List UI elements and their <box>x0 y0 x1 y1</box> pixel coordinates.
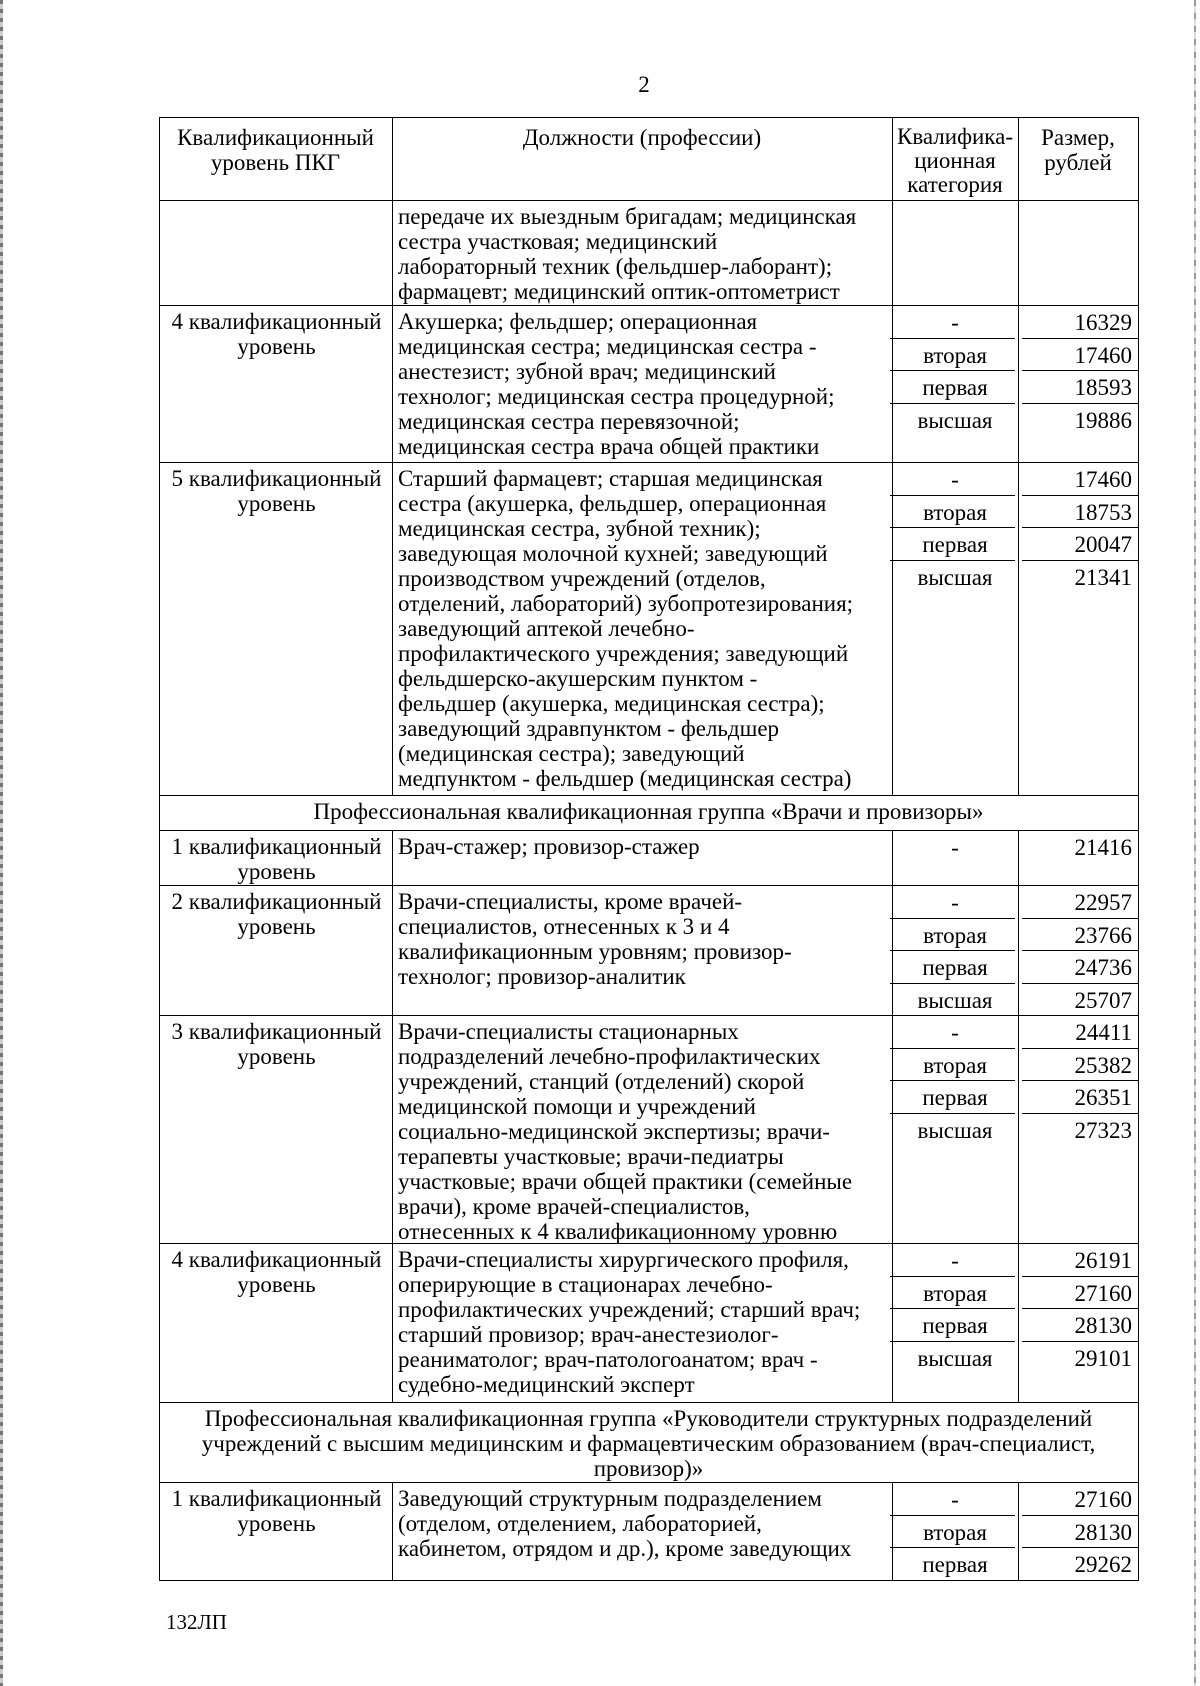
table-rule <box>1138 200 1139 305</box>
salary-cell: 27160 <box>1074 1280 1132 1306</box>
category-cell: высшая <box>917 407 993 433</box>
category-cell: - <box>951 310 959 335</box>
table-rule <box>1018 305 1019 462</box>
row-bottom-rule <box>159 1015 1139 1016</box>
salary-sub-rule <box>1022 950 1139 951</box>
category-sub-rule <box>890 1341 1015 1342</box>
category-cell: высшая <box>917 1345 993 1371</box>
salary-sub-rule <box>1022 1113 1139 1114</box>
table-rule <box>1018 200 1019 305</box>
positions-text-line: (медицинская сестра); заведующий <box>398 741 745 766</box>
category-cell: первая <box>922 375 988 400</box>
qualification-level-line: уровень <box>237 334 316 359</box>
positions-text-line: Заведующий структурным подразделением <box>398 1486 822 1511</box>
positions-text-line: фельдшер (акушерка, медицинская сестра); <box>398 691 825 716</box>
salary-cell: 21416 <box>1074 835 1132 860</box>
positions-text-line: Врачи-специалисты, кроме врачей- <box>398 889 743 914</box>
salary-cell: 27160 <box>1074 1487 1132 1512</box>
salary-sub-rule <box>1022 370 1139 371</box>
salary-cell: 18753 <box>1074 499 1132 525</box>
positions-text-line: профилактического учреждения; заведующий <box>398 641 849 666</box>
positions-text-line: учреждений, станций (отделений) скорой <box>398 1069 805 1094</box>
table-rule <box>1018 117 1019 200</box>
table-rule <box>892 200 893 305</box>
table-rule <box>1138 462 1139 795</box>
salary-cell: 17460 <box>1074 342 1132 368</box>
positions-text <box>398 204 888 304</box>
salary-sub-rule <box>1022 1308 1139 1309</box>
positions-text-line: фармацевт; медицинский оптик-оптометрист <box>398 279 840 304</box>
table-rule <box>1138 305 1139 462</box>
category-cell: вторая <box>923 499 987 525</box>
header-level <box>161 125 390 175</box>
salary-cell: 28130 <box>1074 1313 1132 1338</box>
category-cell: первая <box>922 1313 988 1338</box>
category-sub-rule <box>890 495 1015 496</box>
positions-text-line: заведующий здравпунктом - фельдшер <box>398 716 780 741</box>
qualification-level <box>161 309 392 359</box>
positions-text <box>398 1019 888 1244</box>
salary-sub-rule <box>1022 1276 1139 1277</box>
positions-text-line: врачи), кроме врачей-специалистов, <box>398 1194 750 1219</box>
qualification-level-line: 2 квалификационный <box>171 889 382 914</box>
category-cell: - <box>951 1248 959 1273</box>
qualification-level-line: 4 квалификационный <box>171 309 382 334</box>
qualification-level-line: 4 квалификационный <box>171 1247 382 1272</box>
positions-text-line: технолог; провизор-аналитик <box>398 964 686 989</box>
category-cell: вторая <box>923 1280 987 1306</box>
table-rule <box>159 1482 160 1580</box>
header-salary <box>1020 125 1136 175</box>
group-title-line: учреждений с высшим медицинским и фармацевтическим образованием (врач-специалист, <box>201 1431 1096 1456</box>
header-category-line: категория <box>907 172 1003 197</box>
salary-cell: 20047 <box>1074 532 1132 557</box>
salary-sub-rule <box>1022 495 1139 496</box>
category-cell: высшая <box>917 564 993 590</box>
salary-sub-rule <box>1022 1080 1139 1081</box>
positions-text-line: заведующая молочной кухней; заведующий <box>398 541 828 566</box>
table-rule <box>159 1243 160 1402</box>
table-rule <box>1138 1482 1139 1580</box>
qualification-level-line: уровень <box>237 1272 316 1297</box>
category-sub-rule <box>890 1515 1015 1516</box>
category-sub-rule <box>890 1308 1015 1309</box>
salary-sub-rule <box>1022 527 1139 528</box>
category-sub-rule <box>890 1048 1015 1049</box>
qualification-level-line: 1 квалификационный <box>171 1486 382 1511</box>
positions-text-line: профилактических учреждений; старший врач; <box>398 1297 861 1322</box>
positions-text <box>398 1247 888 1397</box>
table-rule <box>159 305 160 462</box>
positions-text-line: технолог; медицинская сестра процедурной; <box>398 384 835 409</box>
table-rule <box>159 1402 160 1482</box>
positions-text-line: анестезист; зубной врач; медицинский <box>398 359 776 384</box>
category-cell: - <box>951 835 959 860</box>
category-cell: первая <box>922 532 988 557</box>
page-number: 2 <box>638 72 650 97</box>
table-rule <box>392 117 393 200</box>
positions-text-line: фельдшерско-акушерским пунктом - <box>398 666 758 691</box>
category-sub-rule <box>890 1276 1015 1277</box>
category-cell: вторая <box>923 922 987 948</box>
salary-cell: 23766 <box>1074 922 1132 948</box>
category-cell: первая <box>922 955 988 980</box>
category-cell: первая <box>922 1552 988 1577</box>
table-rule <box>159 885 160 1015</box>
table-rule <box>392 462 393 795</box>
positions-text <box>398 309 888 459</box>
positions-text-line: кабинетом, отрядом и др.), кроме заведующих <box>398 1536 852 1561</box>
category-cell: - <box>951 890 959 915</box>
positions-text-line: медицинская сестра, зубной техник); <box>398 516 761 541</box>
positions-text <box>398 834 888 859</box>
positions-text-line: Акушерка; фельдшер; операционная <box>398 309 758 334</box>
row-bottom-rule <box>159 795 1139 796</box>
positions-text-line: сестра участковая; медицинский <box>398 229 718 254</box>
table-rule <box>392 885 393 1015</box>
group-title-line: Профессиональная квалификационная группа «Врачи и провизоры» <box>313 799 984 824</box>
table-rule <box>392 200 393 305</box>
salary-cell: 27323 <box>1074 1117 1132 1143</box>
table-rule <box>159 795 160 830</box>
table-rule <box>1138 1243 1139 1402</box>
qualification-level-line: 1 квалификационный <box>171 834 382 859</box>
positions-text-line: Врачи-специалисты стационарных <box>398 1019 739 1044</box>
positions-text-line: отнесенных к 4 квалификационному уровню <box>398 1219 838 1244</box>
positions-text-line: судебно-медицинский эксперт <box>398 1372 695 1397</box>
category-sub-rule <box>890 950 1015 951</box>
positions-text-line: (отделом, отделением, лабораторией, <box>398 1511 762 1536</box>
salary-cell: 25707 <box>1074 987 1132 1013</box>
header-level-line: Квалификационный <box>177 125 374 150</box>
salary-cell: 24736 <box>1074 955 1132 980</box>
salary-sub-rule <box>1022 918 1139 919</box>
positions-text-line: Врачи-специалисты хирургического профиля, <box>398 1247 849 1272</box>
row-bottom-rule <box>159 462 1139 463</box>
table-rule <box>1018 830 1019 885</box>
salary-sub-rule <box>1022 983 1139 984</box>
table-rule <box>1018 1243 1019 1402</box>
table-rule <box>392 1015 393 1243</box>
header-salary-line: Размер, <box>1041 125 1115 150</box>
header-category <box>894 125 1016 197</box>
table-rule <box>392 830 393 885</box>
qualification-level-line: уровень <box>237 1044 316 1069</box>
positions-text-line: медицинская сестра перевязочной; <box>398 409 740 434</box>
category-cell: вторая <box>923 1052 987 1078</box>
positions-text-line: подразделений лечебно-профилактических <box>398 1044 821 1069</box>
salary-cell: 17460 <box>1074 467 1132 492</box>
table-rule <box>392 305 393 462</box>
qualification-level <box>161 1486 392 1536</box>
positions-text-line: медицинская сестра; медицинская сестра - <box>398 334 817 359</box>
salary-cell: 28130 <box>1074 1519 1132 1545</box>
positions-text-line: участковые; врачи общей практики (семейные <box>398 1169 853 1194</box>
salary-cell: 19886 <box>1074 407 1132 433</box>
qualification-level-line: 5 квалификационный <box>171 466 382 491</box>
positions-text <box>398 1486 888 1561</box>
positions-text-line: медицинская сестра врача общей практики <box>398 434 820 459</box>
group-title-line: провизор)» <box>593 1456 704 1481</box>
salary-cell: 24411 <box>1075 1020 1132 1045</box>
positions-text-line: медицинской помощи и учреждений <box>398 1094 756 1119</box>
category-cell: вторая <box>923 342 987 368</box>
salary-cell: 26351 <box>1074 1085 1132 1110</box>
positions-text-line: квалификационным уровням; провизор- <box>398 939 792 964</box>
table-rule <box>892 117 893 200</box>
salary-cell: 25382 <box>1074 1052 1132 1078</box>
table-rule <box>1138 1015 1139 1243</box>
salary-sub-rule <box>1022 1515 1139 1516</box>
positions-text <box>398 889 888 989</box>
positions-text-line: заведующий аптекой лечебно- <box>398 616 695 641</box>
header-category-line: ционная <box>914 148 996 173</box>
qualification-level-line: уровень <box>237 1511 316 1536</box>
table-rule <box>1018 462 1019 795</box>
category-cell: высшая <box>917 1117 993 1143</box>
positions-text-line: сестра (акушерка, фельдшер, операционная <box>398 491 827 516</box>
salary-cell: 26191 <box>1074 1248 1132 1273</box>
salary-cell: 16329 <box>1074 310 1132 335</box>
table-rule <box>159 200 160 305</box>
positions-text-line: терапевты участковые; врачи-педиатры <box>398 1144 784 1169</box>
positions-text <box>398 466 888 791</box>
header-positions: Должности (профессии) <box>522 125 762 150</box>
salary-sub-rule <box>1022 1341 1139 1342</box>
row-bottom-rule <box>159 885 1139 886</box>
category-cell: вторая <box>923 1519 987 1545</box>
category-sub-rule <box>890 560 1015 561</box>
row-bottom-rule <box>159 1482 1139 1483</box>
positions-text-line: Старший фармацевт; старшая медицинская <box>398 466 823 491</box>
positions-text-line: оперирующие в стационарах лечебно- <box>398 1272 773 1297</box>
category-cell: - <box>951 467 959 492</box>
positions-text-line: старший провизор; врач-анестезиолог- <box>398 1322 779 1347</box>
salary-sub-rule <box>1022 1048 1139 1049</box>
salary-cell: 21341 <box>1074 564 1132 590</box>
positions-text-line: лабораторный техник (фельдшер-лаборант); <box>398 254 833 279</box>
table-rule <box>159 1015 160 1243</box>
category-sub-rule <box>890 1547 1015 1548</box>
category-cell: высшая <box>917 987 993 1013</box>
salary-cell: 18593 <box>1074 375 1132 400</box>
category-sub-rule <box>890 918 1015 919</box>
category-cell: - <box>951 1487 959 1512</box>
positions-text-line: социально-медицинской экспертизы; врачи- <box>398 1119 830 1144</box>
table-rule <box>1018 1482 1019 1580</box>
salary-cell: 22957 <box>1074 890 1132 915</box>
header-category-line: Квалифика- <box>897 124 1013 149</box>
row-bottom-rule <box>159 1580 1139 1581</box>
category-cell: первая <box>922 1085 988 1110</box>
table-rule <box>392 1482 393 1580</box>
category-sub-rule <box>890 338 1015 339</box>
qualification-level-line: уровень <box>237 859 316 884</box>
category-sub-rule <box>890 1113 1015 1114</box>
qualification-level-line: 3 квалификационный <box>171 1019 382 1044</box>
category-cell: - <box>951 1020 959 1045</box>
row-bottom-rule <box>159 830 1139 831</box>
row-bottom-rule <box>159 1402 1139 1403</box>
header-bottom-rule <box>159 200 1139 201</box>
positions-text-line: специалистов, отнесенных к 3 и 4 <box>398 914 730 939</box>
positions-text-line: отделений, лабораторий) зубопротезирования; <box>398 591 854 616</box>
header-level-line: уровень ПКГ <box>210 150 341 175</box>
qualification-level-line: уровень <box>237 914 316 939</box>
category-sub-rule <box>890 370 1015 371</box>
positions-text-line: Врач-стажер; провизор-стажер <box>398 834 700 859</box>
qualification-level <box>161 889 392 939</box>
table-rule <box>1138 795 1139 830</box>
scan-edge-right <box>1194 0 1196 1686</box>
qualification-level <box>161 1019 392 1069</box>
salary-sub-rule <box>1022 338 1139 339</box>
salary-sub-rule <box>1022 1547 1139 1548</box>
table-rule <box>1138 830 1139 885</box>
row-bottom-rule <box>159 305 1139 306</box>
salary-cell: 29262 <box>1074 1552 1132 1577</box>
qualification-level <box>161 1247 392 1297</box>
positions-text-line: производством учреждений (отделов, <box>398 566 766 591</box>
positions-text-line: реаниматолог; врач-патологоанатом; врач - <box>398 1347 818 1372</box>
positions-text-line: передаче их выездным бригадам; медицинская <box>398 204 857 229</box>
table-rule <box>1138 117 1139 200</box>
qualification-level <box>161 466 392 516</box>
group-title <box>161 799 1136 824</box>
document-code: 132ЛП <box>166 1610 227 1634</box>
table-rule <box>392 1243 393 1402</box>
category-sub-rule <box>890 983 1015 984</box>
table-rule <box>1018 885 1019 1015</box>
table-rule <box>159 462 160 795</box>
salary-sub-rule <box>1022 403 1139 404</box>
salary-sub-rule <box>1022 560 1139 561</box>
header-salary-line: рублей <box>1044 150 1112 175</box>
qualification-level-line: уровень <box>237 491 316 516</box>
qualification-level <box>161 834 392 884</box>
group-title-line: Профессиональная квалификационная группа «Руководители структурных подразделений <box>204 1406 1093 1431</box>
table-rule <box>159 117 160 200</box>
table-rule <box>159 830 160 885</box>
category-sub-rule <box>890 527 1015 528</box>
salary-cell: 29101 <box>1074 1345 1132 1371</box>
positions-text-line: медпунктом - фельдшер (медицинская сестра) <box>398 766 852 791</box>
scan-edge-left <box>0 0 3 1686</box>
table-rule <box>1018 1015 1019 1243</box>
group-title <box>161 1406 1136 1481</box>
table-rule <box>1138 1402 1139 1482</box>
table-top-rule <box>159 117 1139 118</box>
category-sub-rule <box>890 403 1015 404</box>
category-sub-rule <box>890 1080 1015 1081</box>
